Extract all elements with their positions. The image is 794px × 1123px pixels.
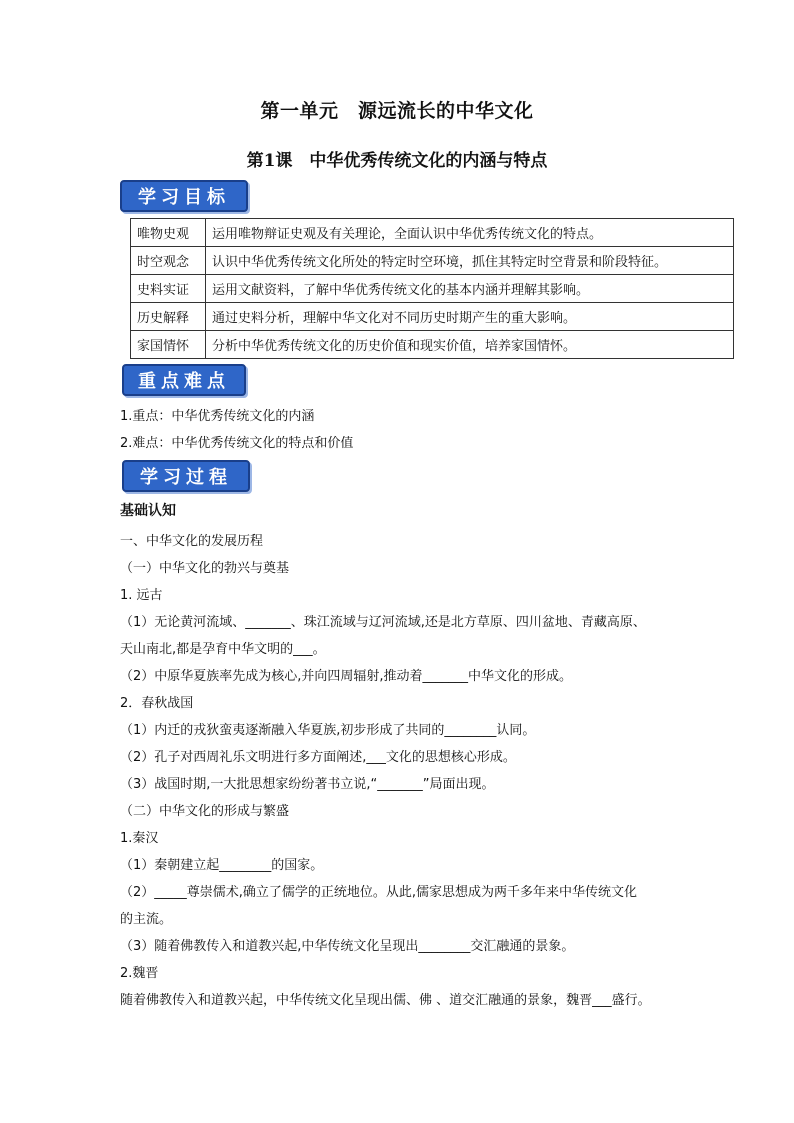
goal-text: 运用文献资料，了解中华优秀传统文化的基本内涵并理解其影响。 bbox=[206, 275, 734, 303]
goal-key: 史料实证 bbox=[131, 275, 206, 303]
body-line: （一）中华文化的勃兴与奠基 bbox=[120, 561, 290, 576]
goal-text: 认识中华优秀传统文化所处的特定时空环境，抓住其特定时空背景和阶段特征。 bbox=[206, 247, 734, 275]
body-line: 天山南北,都是孕育中华文明的___。 bbox=[120, 642, 326, 657]
goal-key: 时空观念 bbox=[131, 247, 206, 275]
body-line: （1）无论黄河流域、_______、珠江流域与辽河流域,还是北方草原、四川盆地、青藏高原、 bbox=[120, 615, 646, 630]
process-badge: 学习过程 bbox=[122, 460, 250, 492]
body-line: （2）_____尊崇儒术,确立了儒学的正统地位。从此,儒家思想成为两千多年来中华传统文化 bbox=[120, 885, 638, 900]
table-row bbox=[131, 275, 734, 303]
body-line: 1. 远古 bbox=[120, 588, 163, 603]
body-line: 一、中华文化的发展历程 bbox=[120, 534, 264, 549]
body-line: 2．春秋战国 bbox=[120, 696, 194, 711]
goals-badge: 学习目标 bbox=[120, 180, 248, 212]
lesson-title: 第1课 中华优秀传统文化的内涵与特点 bbox=[246, 151, 548, 171]
body-line: （1）内迁的戎狄蛮夷逐渐融入华夏族,初步形成了共同的________认同。 bbox=[120, 723, 536, 738]
goals-table bbox=[130, 218, 734, 359]
page-title: 第一单元 源远流长的中华文化 bbox=[260, 100, 534, 122]
table-row bbox=[131, 331, 734, 359]
goal-text: 分析中华优秀传统文化的历史价值和现实价值，培养家国情怀。 bbox=[206, 331, 734, 359]
key-point: 1.重点：中华优秀传统文化的内涵 bbox=[120, 409, 315, 424]
body-line: （二）中华文化的形成与繁盛 bbox=[120, 804, 290, 819]
body-line: 的主流。 bbox=[120, 912, 173, 927]
table-row bbox=[131, 247, 734, 275]
goal-key: 家国情怀 bbox=[131, 331, 206, 359]
body-line: （3）战国时期,一大批思想家纷纷著书立说,“_______”局面出现。 bbox=[120, 777, 495, 792]
goal-text: 通过史料分析，理解中华文化对不同历史时期产生的重大影响。 bbox=[206, 303, 734, 331]
table-row bbox=[131, 219, 734, 247]
key-point: 2.难点：中华优秀传统文化的特点和价值 bbox=[120, 436, 354, 451]
table-row bbox=[131, 303, 734, 331]
body-line: 2.魏晋 bbox=[120, 966, 159, 981]
body-line: （2）孔子对西周礼乐文明进行多方面阐述,___文化的思想核心形成。 bbox=[120, 750, 516, 765]
goal-key: 历史解释 bbox=[131, 303, 206, 331]
goal-key: 唯物史观 bbox=[131, 219, 206, 247]
body-line: （3）随着佛教传入和道教兴起,中华传统文化呈现出________交汇融通的景象。 bbox=[120, 939, 575, 954]
key-points-badge: 重点难点 bbox=[122, 364, 246, 396]
body-line: （1）秦朝建立起________的国家。 bbox=[120, 858, 324, 873]
section-heading: 基础认知 bbox=[120, 503, 176, 519]
body-line: （2）中原华夏族率先成为核心,并向四周辐射,推动着_______中华文化的形成。 bbox=[120, 669, 573, 684]
goal-text: 运用唯物辩证史观及有关理论，全面认识中华优秀传统文化的特点。 bbox=[206, 219, 734, 247]
body-line: 1.秦汉 bbox=[120, 831, 159, 846]
body-line: 随着佛教传入和道教兴起，中华传统文化呈现出儒、佛 、道交汇融通的景象，魏晋___盛行。 bbox=[120, 993, 651, 1008]
